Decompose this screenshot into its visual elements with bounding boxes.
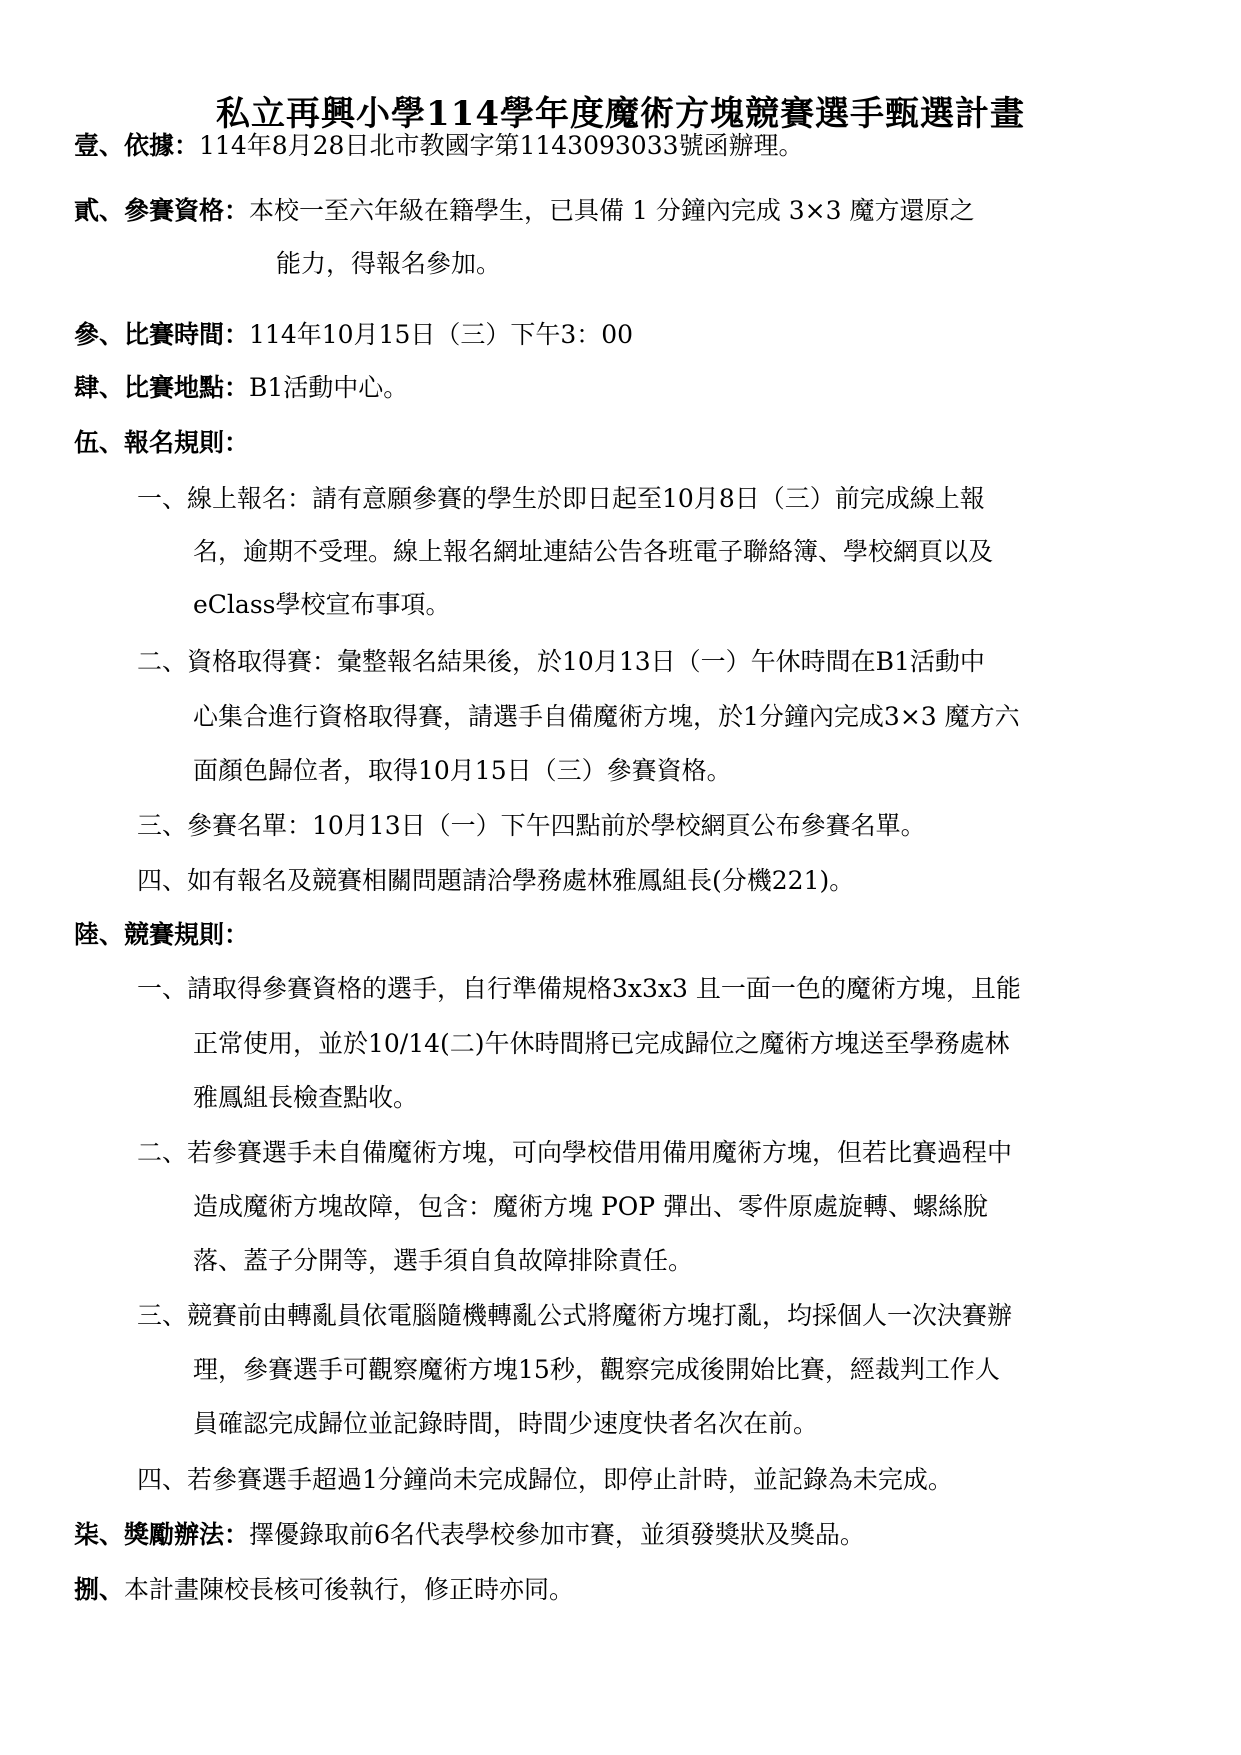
section-time-label: 參、比賽時間： xyxy=(74,320,250,349)
section-rules-label: 陸、競賽規則： xyxy=(74,920,250,949)
rules-item-3-line3: 員確認完成歸位並記錄時間，時間少速度快者名次在前。 xyxy=(193,1409,819,1438)
rules-item-2-line3: 落、蓋子分開等，選手須自負故障排除責任。 xyxy=(193,1246,694,1275)
section-eligibility xyxy=(74,193,974,229)
rules-item-2-line2: 造成魔術方塊故障，包含：魔術方塊 POP 彈出、零件原處旋轉、螺絲脫 xyxy=(193,1192,989,1221)
section-basis xyxy=(74,128,804,164)
registration-item-4: 四、如有報名及競賽相關問題請洽學務處林雅鳳組長(分機221)。 xyxy=(137,866,855,895)
registration-item-2-line3: 面顏色歸位者，取得10月15日（三）參賽資格。 xyxy=(193,756,732,785)
registration-item-1-line2: 名，逾期不受理。線上報名網址連結公告各班電子聯絡簿、學校網頁以及 xyxy=(193,537,994,566)
registration-item-1-line3: eClass學校宣布事項。 xyxy=(193,590,451,619)
section-approval xyxy=(74,1572,574,1608)
section-eligibility-line1: 本校一至六年級在籍學生，已具備 1 分鐘內完成 3×3 魔方還原之 xyxy=(249,196,975,225)
rules-item-3-line2: 理，參賽選手可觀察魔術方塊15秒，觀察完成後開始比賽，經裁判工作人 xyxy=(193,1355,1000,1384)
section-approval-label: 捌、 xyxy=(74,1575,125,1604)
rules-item-2-line1: 二、若參賽選手未自備魔術方塊，可向學校借用備用魔術方塊，但若比賽過程中 xyxy=(137,1138,1013,1167)
rules-item-4: 四、若參賽選手超過1分鐘尚未完成歸位，即停止計時，並記錄為未完成。 xyxy=(137,1465,953,1494)
section-eligibility-label: 貳、參賽資格： xyxy=(74,196,250,225)
rules-item-3-line1: 三、競賽前由轉亂員依電腦隨機轉亂公式將魔術方塊打亂，均採個人一次決賽辦 xyxy=(137,1301,1013,1330)
section-registration-label: 伍、報名規則： xyxy=(74,428,250,457)
document-title: 私立再興小學114學年度魔術方塊競賽選手甄選計畫 xyxy=(216,94,1025,134)
section-venue xyxy=(74,370,408,406)
section-time xyxy=(74,317,633,353)
section-basis-text: 114年8月28日北市教國字第1143093033號函辦理。 xyxy=(199,131,804,160)
registration-item-3: 三、參賽名單：10月13日（一）下午四點前於學校網頁公布參賽名單。 xyxy=(137,811,926,840)
section-approval-text: 本計畫陳校長核可後執行，修正時亦同。 xyxy=(124,1575,575,1604)
rules-item-1-line1: 一、請取得參賽資格的選手，自行準備規格3x3x3 且一面一色的魔術方塊，且能 xyxy=(137,974,1021,1003)
section-time-text: 114年10月15日（三）下午3：00 xyxy=(249,320,634,349)
section-basis-label: 壹、依據： xyxy=(74,131,200,160)
rules-item-1-line2: 正常使用，並於10/14(二)午休時間將已完成歸位之魔術方塊送至學務處林 xyxy=(193,1029,1010,1058)
section-eligibility-line2: 能力，得報名參加。 xyxy=(276,249,502,278)
registration-item-2-line1: 二、資格取得賽：彙整報名結果後，於10月13日（一）午休時間在B1活動中 xyxy=(137,647,985,676)
section-awards-label: 柒、獎勵辦法： xyxy=(74,1520,250,1549)
registration-item-1-line1: 一、線上報名：請有意願參賽的學生於即日起至10月8日（三）前完成線上報 xyxy=(137,484,985,513)
section-awards-text: 擇優錄取前6名代表學校參加市賽，並須發獎狀及獎品。 xyxy=(249,1520,865,1549)
section-awards xyxy=(74,1517,865,1553)
section-venue-label: 肆、比賽地點： xyxy=(74,373,250,402)
section-venue-text: B1活動中心。 xyxy=(249,373,409,402)
rules-item-1-line3: 雅鳳組長檢查點收。 xyxy=(193,1083,419,1112)
registration-item-2-line2: 心集合進行資格取得賽，請選手自備魔術方塊，於1分鐘內完成3×3 魔方六 xyxy=(193,702,1020,731)
